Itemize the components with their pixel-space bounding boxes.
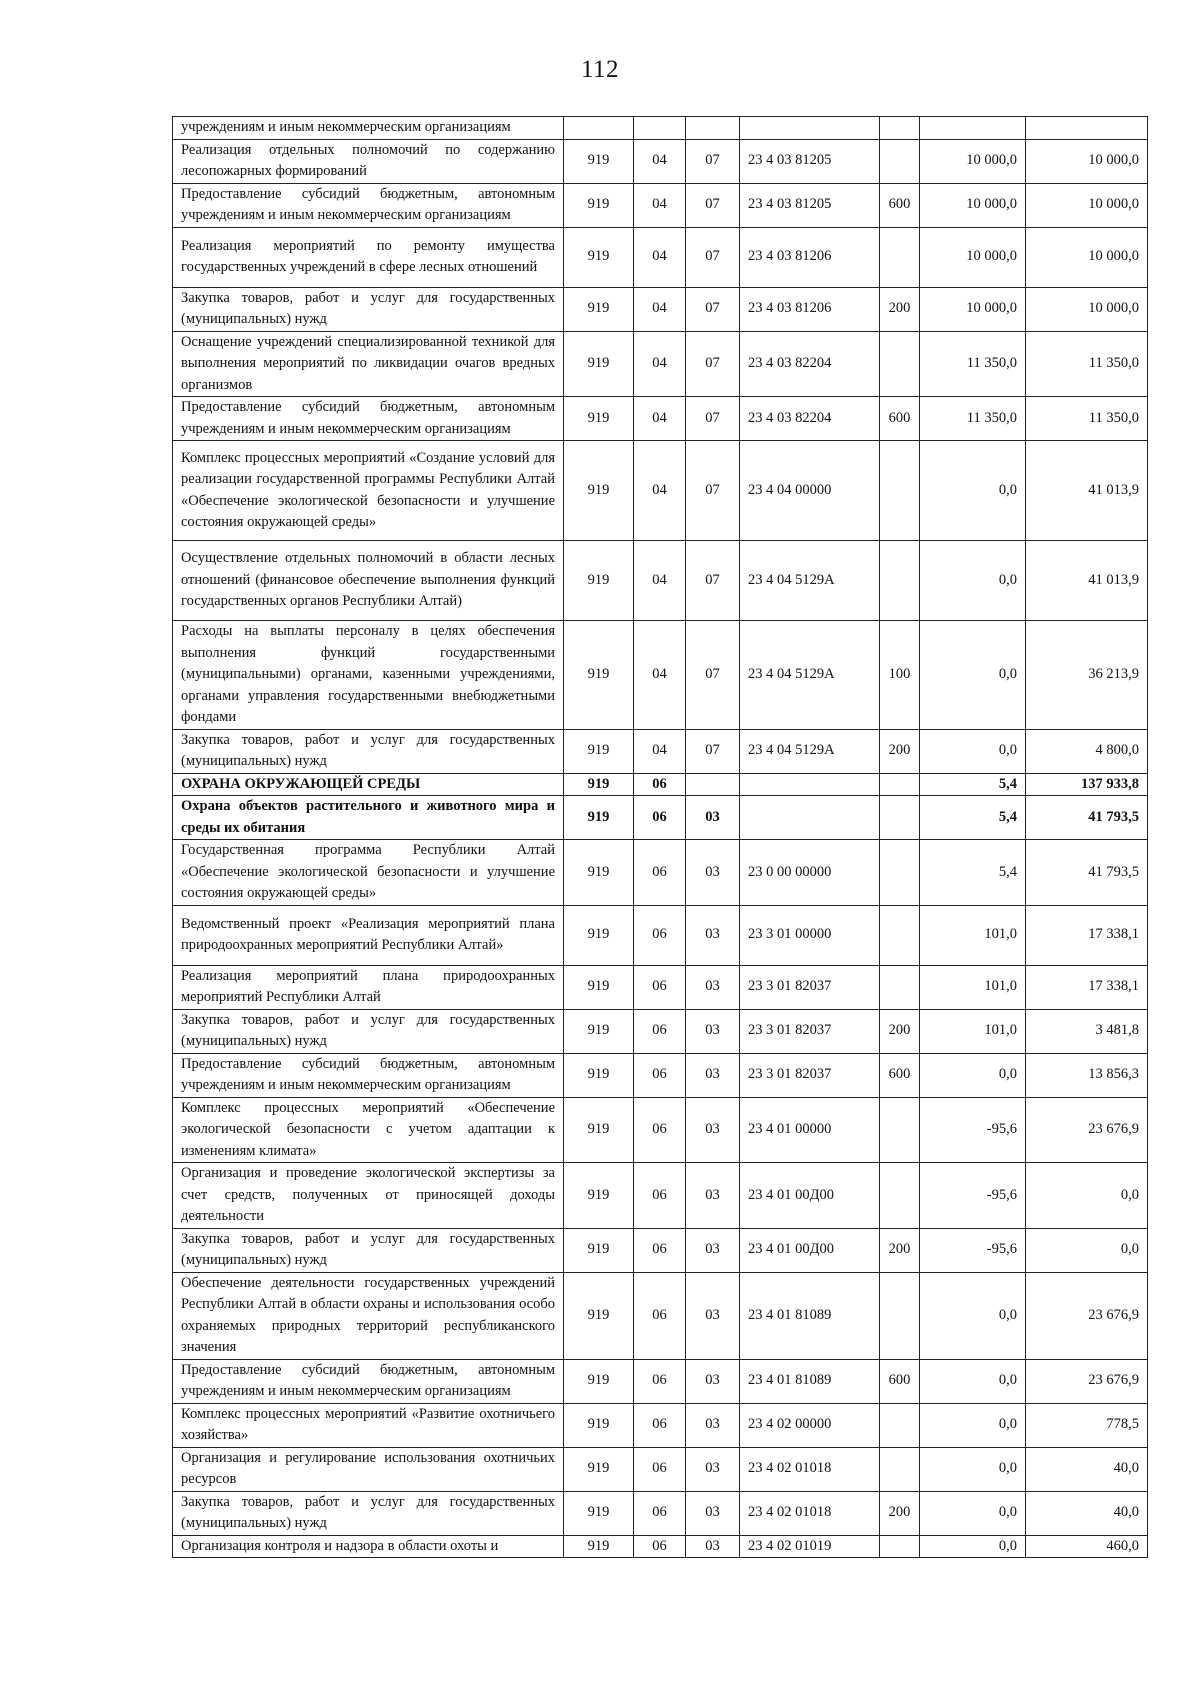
cell-section-code: 04 bbox=[634, 441, 686, 541]
cell-section-code: 06 bbox=[634, 1009, 686, 1053]
table-row bbox=[173, 1447, 1148, 1491]
table-row bbox=[173, 287, 1148, 331]
cell-amount-change: 0,0 bbox=[920, 1447, 1026, 1491]
cell-amount-total: 460,0 bbox=[1026, 1535, 1148, 1558]
cell-name: Ведомственный проект «Реализация мероприятий плана природоохранных мероприятий Республики Алтай» bbox=[173, 905, 564, 965]
cell-section-code: 06 bbox=[634, 1403, 686, 1447]
cell-amount-change: 0,0 bbox=[920, 1535, 1026, 1558]
table-row bbox=[173, 1535, 1148, 1558]
cell-subsection-code: 07 bbox=[686, 139, 740, 183]
cell-amount-total: 10 000,0 bbox=[1026, 183, 1148, 227]
table-row bbox=[173, 227, 1148, 287]
cell-expense-type bbox=[880, 227, 920, 287]
cell-subsection-code: 03 bbox=[686, 1163, 740, 1229]
cell-target-article: 23 4 03 81206 bbox=[740, 227, 880, 287]
cell-target-article: 23 4 04 5129А bbox=[740, 621, 880, 730]
cell-target-article: 23 4 01 00000 bbox=[740, 1097, 880, 1163]
cell-expense-type bbox=[880, 1535, 920, 1558]
cell-section-code: 06 bbox=[634, 1491, 686, 1535]
cell-target-article: 23 3 01 82037 bbox=[740, 1053, 880, 1097]
cell-administrator-code: 919 bbox=[564, 397, 634, 441]
cell-administrator-code: 919 bbox=[564, 139, 634, 183]
cell-name: Реализация мероприятий по ремонту имущества государственных учреждений в сфере лесных отношений bbox=[173, 227, 564, 287]
table-row bbox=[173, 139, 1148, 183]
cell-administrator-code: 919 bbox=[564, 1359, 634, 1403]
cell-administrator-code: 919 bbox=[564, 773, 634, 796]
cell-administrator-code: 919 bbox=[564, 1097, 634, 1163]
cell-amount-total: 23 676,9 bbox=[1026, 1272, 1148, 1359]
cell-subsection-code: 07 bbox=[686, 729, 740, 773]
cell-administrator-code: 919 bbox=[564, 287, 634, 331]
cell-subsection-code: 03 bbox=[686, 1535, 740, 1558]
cell-administrator-code: 919 bbox=[564, 965, 634, 1009]
cell-name: Закупка товаров, работ и услуг для государственных (муниципальных) нужд bbox=[173, 729, 564, 773]
table-row bbox=[173, 397, 1148, 441]
table-row bbox=[173, 1163, 1148, 1229]
cell-target-article: 23 4 01 81089 bbox=[740, 1359, 880, 1403]
cell-name: Предоставление субсидий бюджетным, автономным учреждениям и иным некоммерческим организациям bbox=[173, 1053, 564, 1097]
cell-amount-total: 41 013,9 bbox=[1026, 541, 1148, 621]
cell-expense-type bbox=[880, 796, 920, 840]
cell-section-code: 06 bbox=[634, 905, 686, 965]
cell-subsection-code: 03 bbox=[686, 1272, 740, 1359]
cell-expense-type bbox=[880, 139, 920, 183]
cell-target-article: 23 4 02 00000 bbox=[740, 1403, 880, 1447]
cell-subsection-code: 07 bbox=[686, 227, 740, 287]
cell-name: ОХРАНА ОКРУЖАЮЩЕЙ СРЕДЫ bbox=[173, 773, 564, 796]
cell-expense-type bbox=[880, 117, 920, 140]
cell-amount-change: -95,6 bbox=[920, 1228, 1026, 1272]
cell-administrator-code: 919 bbox=[564, 1228, 634, 1272]
cell-subsection-code: 03 bbox=[686, 1491, 740, 1535]
cell-target-article: 23 4 02 01018 bbox=[740, 1491, 880, 1535]
table-row bbox=[173, 965, 1148, 1009]
cell-section-code: 04 bbox=[634, 541, 686, 621]
cell-target-article: 23 4 03 81206 bbox=[740, 287, 880, 331]
cell-amount-change: 101,0 bbox=[920, 905, 1026, 965]
cell-amount-total: 13 856,3 bbox=[1026, 1053, 1148, 1097]
table-row bbox=[173, 541, 1148, 621]
cell-target-article: 23 4 04 5129А bbox=[740, 541, 880, 621]
cell-subsection-code: 07 bbox=[686, 541, 740, 621]
table-row bbox=[173, 905, 1148, 965]
cell-amount-change: 0,0 bbox=[920, 441, 1026, 541]
cell-subsection-code: 03 bbox=[686, 965, 740, 1009]
cell-amount-total: 0,0 bbox=[1026, 1163, 1148, 1229]
cell-administrator-code: 919 bbox=[564, 905, 634, 965]
cell-amount-total: 3 481,8 bbox=[1026, 1009, 1148, 1053]
cell-expense-type: 200 bbox=[880, 729, 920, 773]
cell-section-code: 04 bbox=[634, 397, 686, 441]
cell-expense-type: 600 bbox=[880, 1053, 920, 1097]
cell-amount-change: 0,0 bbox=[920, 729, 1026, 773]
cell-target-article: 23 3 01 82037 bbox=[740, 965, 880, 1009]
cell-amount-total: 40,0 bbox=[1026, 1447, 1148, 1491]
cell-administrator-code: 919 bbox=[564, 729, 634, 773]
table-body bbox=[173, 117, 1148, 1558]
table-row bbox=[173, 1403, 1148, 1447]
table-row bbox=[173, 773, 1148, 796]
cell-expense-type bbox=[880, 840, 920, 906]
cell-administrator-code: 919 bbox=[564, 331, 634, 397]
cell-section-code: 06 bbox=[634, 796, 686, 840]
cell-subsection-code: 07 bbox=[686, 287, 740, 331]
cell-name: Государственная программа Республики Алтай «Обеспечение экологической безопасности и улучшение состояния окружающей среды» bbox=[173, 840, 564, 906]
cell-target-article: 23 4 04 00000 bbox=[740, 441, 880, 541]
cell-name: Расходы на выплаты персоналу в целях обеспечения выполнения функций государственными (муниципальными) органами, казенными учреждениями, органами управления государственными внебюджетными фондами bbox=[173, 621, 564, 730]
cell-section-code: 04 bbox=[634, 227, 686, 287]
cell-target-article bbox=[740, 796, 880, 840]
cell-amount-total: 41 793,5 bbox=[1026, 840, 1148, 906]
cell-amount-total: 4 800,0 bbox=[1026, 729, 1148, 773]
cell-target-article bbox=[740, 117, 880, 140]
cell-section-code: 04 bbox=[634, 331, 686, 397]
cell-amount-total: 0,0 bbox=[1026, 1228, 1148, 1272]
cell-amount-change: -95,6 bbox=[920, 1097, 1026, 1163]
cell-section-code: 06 bbox=[634, 965, 686, 1009]
cell-expense-type: 200 bbox=[880, 287, 920, 331]
cell-amount-change: 10 000,0 bbox=[920, 287, 1026, 331]
cell-expense-type bbox=[880, 331, 920, 397]
cell-amount-change: 0,0 bbox=[920, 1359, 1026, 1403]
cell-amount-total: 17 338,1 bbox=[1026, 905, 1148, 965]
cell-name: Комплекс процессных мероприятий «Развитие охотничьего хозяйства» bbox=[173, 1403, 564, 1447]
cell-amount-total: 23 676,9 bbox=[1026, 1359, 1148, 1403]
cell-target-article: 23 4 03 82204 bbox=[740, 397, 880, 441]
cell-subsection-code: 03 bbox=[686, 1447, 740, 1491]
cell-name: Реализация отдельных полномочий по содержанию лесопожарных формирований bbox=[173, 139, 564, 183]
cell-administrator-code: 919 bbox=[564, 796, 634, 840]
cell-expense-type: 200 bbox=[880, 1491, 920, 1535]
cell-amount-total: 40,0 bbox=[1026, 1491, 1148, 1535]
cell-administrator-code: 919 bbox=[564, 1163, 634, 1229]
cell-amount-change: 0,0 bbox=[920, 621, 1026, 730]
cell-section-code: 06 bbox=[634, 840, 686, 906]
table-row bbox=[173, 1491, 1148, 1535]
cell-subsection-code: 03 bbox=[686, 1228, 740, 1272]
table-row bbox=[173, 1272, 1148, 1359]
table-row bbox=[173, 1009, 1148, 1053]
cell-amount-total: 137 933,8 bbox=[1026, 773, 1148, 796]
cell-administrator-code: 919 bbox=[564, 1403, 634, 1447]
cell-section-code: 06 bbox=[634, 773, 686, 796]
cell-name: учреждениям и иным некоммерческим организациям bbox=[173, 117, 564, 140]
cell-expense-type bbox=[880, 541, 920, 621]
cell-name: Оснащение учреждений специализированной техникой для выполнения мероприятий по ликвидации очагов вредных организмов bbox=[173, 331, 564, 397]
cell-amount-change: 101,0 bbox=[920, 965, 1026, 1009]
cell-amount-total: 10 000,0 bbox=[1026, 227, 1148, 287]
cell-amount-change: 0,0 bbox=[920, 1491, 1026, 1535]
cell-amount-total: 778,5 bbox=[1026, 1403, 1148, 1447]
page-number: 112 bbox=[580, 56, 620, 83]
cell-amount-change: 101,0 bbox=[920, 1009, 1026, 1053]
cell-name: Организация контроля и надзора в области охоты и bbox=[173, 1535, 564, 1558]
cell-expense-type bbox=[880, 905, 920, 965]
cell-name: Организация и регулирование использования охотничьих ресурсов bbox=[173, 1447, 564, 1491]
cell-target-article: 23 4 01 00Д00 bbox=[740, 1228, 880, 1272]
cell-section-code: 06 bbox=[634, 1272, 686, 1359]
cell-administrator-code: 919 bbox=[564, 1447, 634, 1491]
cell-target-article: 23 4 02 01018 bbox=[740, 1447, 880, 1491]
cell-target-article: 23 0 00 00000 bbox=[740, 840, 880, 906]
cell-administrator-code: 919 bbox=[564, 1272, 634, 1359]
cell-expense-type: 600 bbox=[880, 397, 920, 441]
cell-section-code: 04 bbox=[634, 621, 686, 730]
cell-target-article: 23 4 03 81205 bbox=[740, 183, 880, 227]
cell-administrator-code: 919 bbox=[564, 1535, 634, 1558]
cell-name: Осуществление отдельных полномочий в области лесных отношений (финансовое обеспечение выполнения функций государственных органов Республики Алтай) bbox=[173, 541, 564, 621]
cell-target-article: 23 4 02 01019 bbox=[740, 1535, 880, 1558]
cell-section-code: 06 bbox=[634, 1535, 686, 1558]
cell-section-code: 06 bbox=[634, 1163, 686, 1229]
cell-amount-change: 10 000,0 bbox=[920, 227, 1026, 287]
cell-administrator-code: 919 bbox=[564, 1009, 634, 1053]
cell-expense-type bbox=[880, 1097, 920, 1163]
cell-name: Закупка товаров, работ и услуг для государственных (муниципальных) нужд bbox=[173, 1228, 564, 1272]
table-row bbox=[173, 1228, 1148, 1272]
cell-name: Закупка товаров, работ и услуг для государственных (муниципальных) нужд bbox=[173, 287, 564, 331]
cell-amount-total: 10 000,0 bbox=[1026, 287, 1148, 331]
cell-administrator-code bbox=[564, 117, 634, 140]
cell-amount-total: 23 676,9 bbox=[1026, 1097, 1148, 1163]
cell-subsection-code bbox=[686, 773, 740, 796]
cell-name: Закупка товаров, работ и услуг для государственных (муниципальных) нужд bbox=[173, 1491, 564, 1535]
cell-administrator-code: 919 bbox=[564, 227, 634, 287]
table-row bbox=[173, 1097, 1148, 1163]
cell-section-code: 06 bbox=[634, 1053, 686, 1097]
cell-amount-change: 11 350,0 bbox=[920, 331, 1026, 397]
cell-section-code: 04 bbox=[634, 287, 686, 331]
cell-administrator-code: 919 bbox=[564, 840, 634, 906]
cell-subsection-code: 07 bbox=[686, 397, 740, 441]
cell-amount-change: 5,4 bbox=[920, 840, 1026, 906]
table-row bbox=[173, 331, 1148, 397]
cell-subsection-code: 03 bbox=[686, 1403, 740, 1447]
cell-subsection-code: 03 bbox=[686, 1359, 740, 1403]
cell-amount-change: 5,4 bbox=[920, 773, 1026, 796]
cell-amount-change: -95,6 bbox=[920, 1163, 1026, 1229]
cell-amount-change bbox=[920, 117, 1026, 140]
cell-expense-type bbox=[880, 965, 920, 1009]
table-row bbox=[173, 1053, 1148, 1097]
cell-expense-type: 200 bbox=[880, 1228, 920, 1272]
cell-subsection-code: 07 bbox=[686, 183, 740, 227]
cell-administrator-code: 919 bbox=[564, 183, 634, 227]
cell-subsection-code: 03 bbox=[686, 1053, 740, 1097]
cell-amount-total: 11 350,0 bbox=[1026, 397, 1148, 441]
cell-name: Предоставление субсидий бюджетным, автономным учреждениям и иным некоммерческим организациям bbox=[173, 183, 564, 227]
cell-subsection-code: 03 bbox=[686, 796, 740, 840]
cell-amount-total: 41 013,9 bbox=[1026, 441, 1148, 541]
cell-section-code: 04 bbox=[634, 139, 686, 183]
cell-name: Комплекс процессных мероприятий «Обеспечение экологической безопасности с учетом адаптации к изменениям климата» bbox=[173, 1097, 564, 1163]
cell-administrator-code: 919 bbox=[564, 1491, 634, 1535]
cell-section-code: 04 bbox=[634, 729, 686, 773]
cell-expense-type bbox=[880, 1447, 920, 1491]
cell-expense-type bbox=[880, 1272, 920, 1359]
cell-amount-total: 36 213,9 bbox=[1026, 621, 1148, 730]
cell-subsection-code: 03 bbox=[686, 1009, 740, 1053]
cell-expense-type: 100 bbox=[880, 621, 920, 730]
cell-expense-type bbox=[880, 441, 920, 541]
cell-subsection-code: 03 bbox=[686, 905, 740, 965]
cell-amount-change: 5,4 bbox=[920, 796, 1026, 840]
cell-amount-total bbox=[1026, 117, 1148, 140]
cell-subsection-code: 03 bbox=[686, 1097, 740, 1163]
cell-target-article: 23 4 03 82204 bbox=[740, 331, 880, 397]
cell-expense-type bbox=[880, 773, 920, 796]
cell-section-code: 06 bbox=[634, 1228, 686, 1272]
cell-administrator-code: 919 bbox=[564, 1053, 634, 1097]
cell-amount-total: 41 793,5 bbox=[1026, 796, 1148, 840]
cell-expense-type: 600 bbox=[880, 183, 920, 227]
cell-target-article: 23 4 03 81205 bbox=[740, 139, 880, 183]
cell-subsection-code: 03 bbox=[686, 840, 740, 906]
cell-section-code: 06 bbox=[634, 1359, 686, 1403]
cell-name: Охрана объектов растительного и животного мира и среды их обитания bbox=[173, 796, 564, 840]
table-row bbox=[173, 840, 1148, 906]
table-row bbox=[173, 183, 1148, 227]
cell-amount-change: 0,0 bbox=[920, 1403, 1026, 1447]
cell-administrator-code: 919 bbox=[564, 621, 634, 730]
cell-amount-change: 11 350,0 bbox=[920, 397, 1026, 441]
cell-expense-type bbox=[880, 1403, 920, 1447]
cell-subsection-code: 07 bbox=[686, 331, 740, 397]
table-row bbox=[173, 729, 1148, 773]
cell-amount-change: 0,0 bbox=[920, 1272, 1026, 1359]
cell-administrator-code: 919 bbox=[564, 441, 634, 541]
cell-target-article bbox=[740, 773, 880, 796]
cell-name: Предоставление субсидий бюджетным, автономным учреждениям и иным некоммерческим организациям bbox=[173, 397, 564, 441]
cell-name: Реализация мероприятий плана природоохранных мероприятий Республики Алтай bbox=[173, 965, 564, 1009]
cell-amount-change: 10 000,0 bbox=[920, 183, 1026, 227]
cell-subsection-code: 07 bbox=[686, 441, 740, 541]
cell-amount-change: 0,0 bbox=[920, 1053, 1026, 1097]
table-row bbox=[173, 1359, 1148, 1403]
cell-expense-type bbox=[880, 1163, 920, 1229]
budget-table bbox=[172, 116, 1148, 1558]
cell-amount-total: 11 350,0 bbox=[1026, 331, 1148, 397]
cell-expense-type: 600 bbox=[880, 1359, 920, 1403]
cell-target-article: 23 4 04 5129А bbox=[740, 729, 880, 773]
cell-section-code: 06 bbox=[634, 1447, 686, 1491]
cell-target-article: 23 3 01 82037 bbox=[740, 1009, 880, 1053]
cell-amount-change: 0,0 bbox=[920, 541, 1026, 621]
table-row bbox=[173, 796, 1148, 840]
cell-amount-change: 10 000,0 bbox=[920, 139, 1026, 183]
cell-target-article: 23 3 01 00000 bbox=[740, 905, 880, 965]
cell-name: Обеспечение деятельности государственных учреждений Республики Алтай в области охраны и использования особо охраняемых природных территорий республиканского значения bbox=[173, 1272, 564, 1359]
cell-name: Комплекс процессных мероприятий «Создание условий для реализации государственной программы Республики Алтай «Обеспечение экологической безопасности и улучшение состояния окружающей среды» bbox=[173, 441, 564, 541]
cell-subsection-code: 07 bbox=[686, 621, 740, 730]
cell-name: Предоставление субсидий бюджетным, автономным учреждениям и иным некоммерческим организациям bbox=[173, 1359, 564, 1403]
cell-target-article: 23 4 01 81089 bbox=[740, 1272, 880, 1359]
table-row bbox=[173, 441, 1148, 541]
cell-amount-total: 17 338,1 bbox=[1026, 965, 1148, 1009]
table-row bbox=[173, 117, 1148, 140]
cell-subsection-code bbox=[686, 117, 740, 140]
cell-section-code bbox=[634, 117, 686, 140]
cell-amount-total: 10 000,0 bbox=[1026, 139, 1148, 183]
cell-name: Закупка товаров, работ и услуг для государственных (муниципальных) нужд bbox=[173, 1009, 564, 1053]
cell-name: Организация и проведение экологической экспертизы за счет средств, полученных от приносящей доходы деятельности bbox=[173, 1163, 564, 1229]
table-row bbox=[173, 621, 1148, 730]
cell-section-code: 04 bbox=[634, 183, 686, 227]
cell-target-article: 23 4 01 00Д00 bbox=[740, 1163, 880, 1229]
cell-administrator-code: 919 bbox=[564, 541, 634, 621]
cell-section-code: 06 bbox=[634, 1097, 686, 1163]
cell-expense-type: 200 bbox=[880, 1009, 920, 1053]
